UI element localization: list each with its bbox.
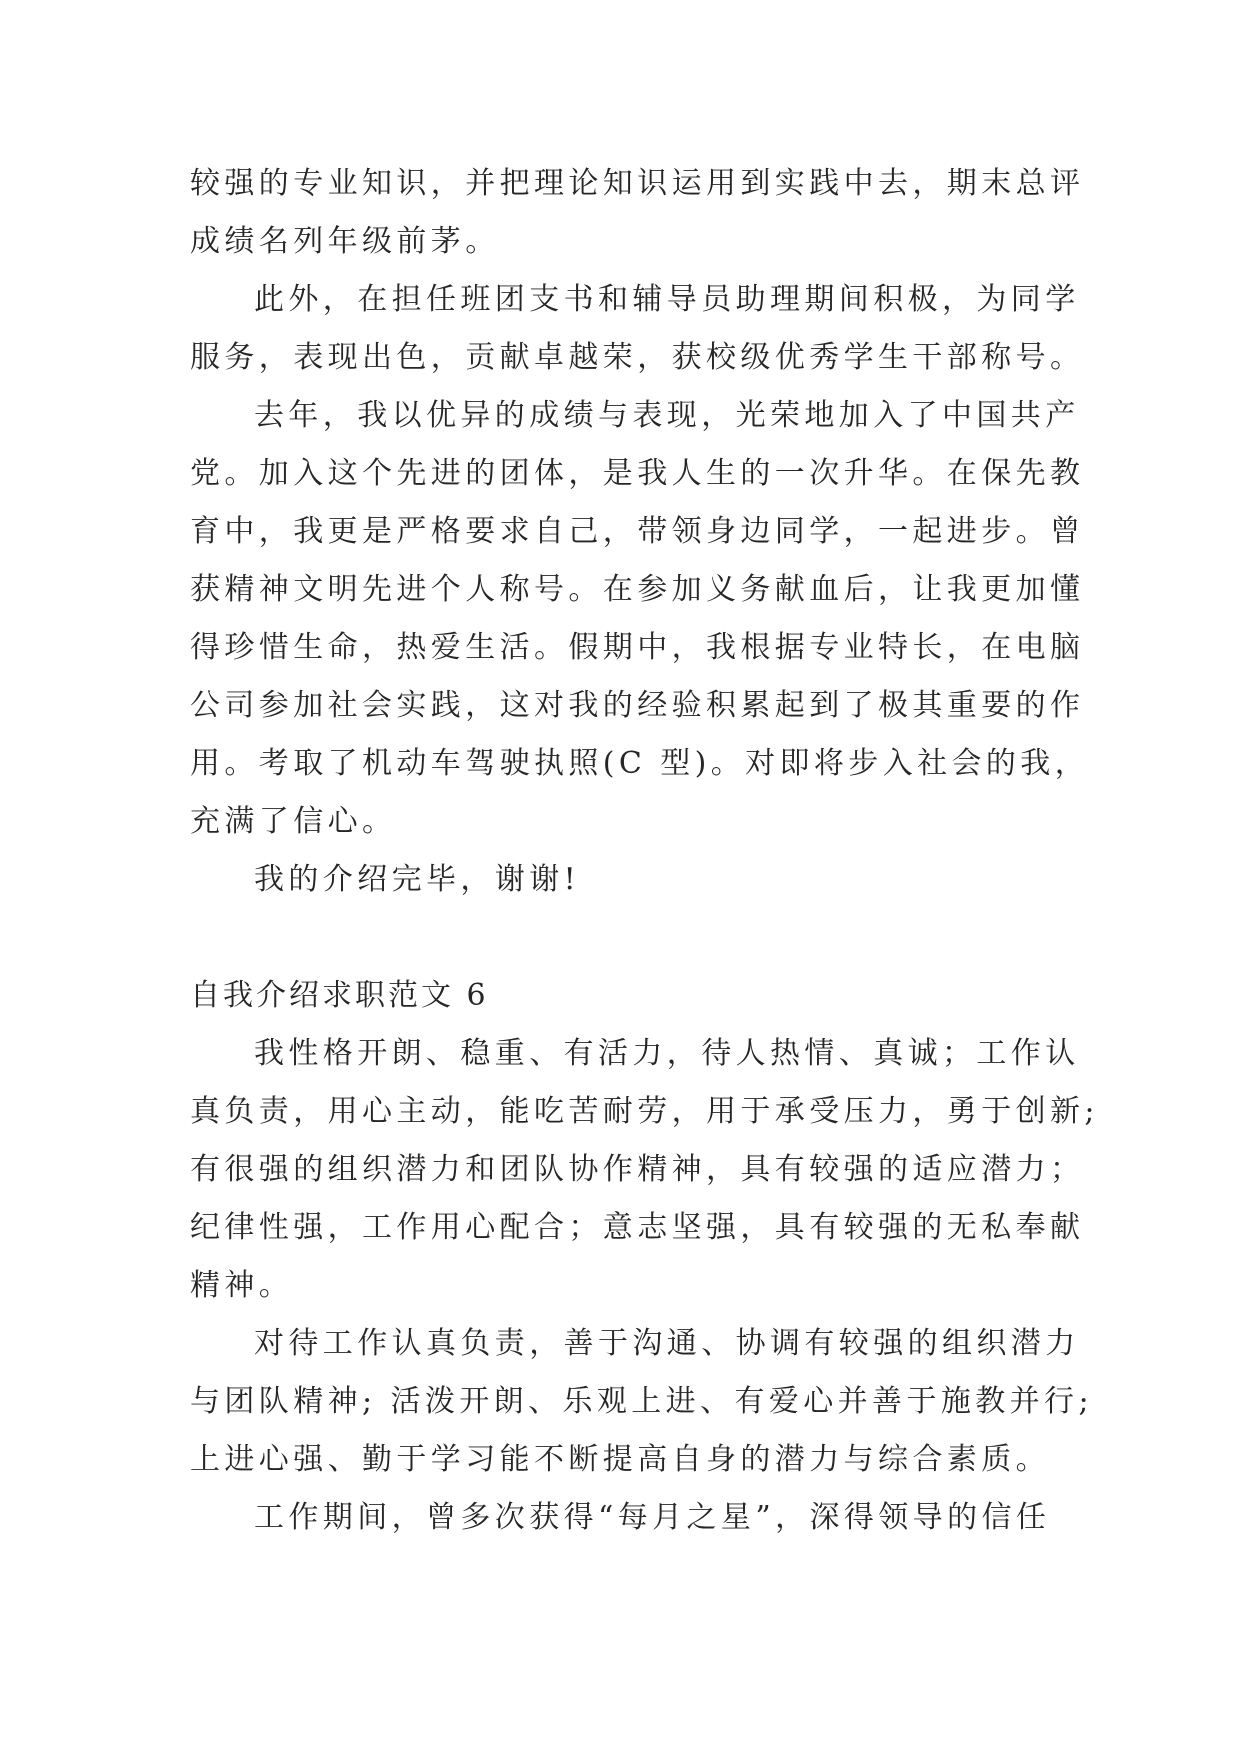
body-text-line: 充满了信心。	[190, 804, 397, 839]
body-text-line: 真负责，用心主动，能吃苦耐劳，用于承受压力，勇于创新;	[190, 1094, 1099, 1129]
body-text-line: 用。考取了机动车驾驶执照(C 型)。对即将步入社会的我，	[190, 746, 1090, 781]
body-text-line: 较强的专业知识，并把理论知识运用到实践中去，期末总评	[190, 166, 1085, 201]
paragraph-first-line: 去年，我以优异的成绩与表现，光荣地加入了中国共产	[254, 398, 1080, 433]
body-text-line: 育中，我更是严格要求自己，带领身边同学，一起进步。曾	[190, 514, 1085, 549]
body-text-line: 与团队精神; 活泼开朗、乐观上进、有爱心并善于施教并行;	[190, 1384, 1093, 1419]
body-text-line: 党。加入这个先进的团体，是我人生的一次升华。在保先教	[190, 456, 1085, 491]
body-text-line: 得珍惜生命，热爱生活。假期中，我根据专业特长，在电脑	[190, 630, 1085, 665]
closing-line: 我的介绍完毕，谢谢!	[254, 862, 581, 897]
body-text-line: 有很强的组织潜力和团队协作精神，具有较强的适应潜力；	[190, 1152, 1085, 1187]
paragraph-first-line: 此外，在担任班团支书和辅导员助理期间积极，为同学	[254, 282, 1080, 317]
paragraph-first-line: 对待工作认真负责，善于沟通、协调有较强的组织潜力	[254, 1326, 1080, 1361]
body-text-line: 获精神文明先进个人称号。在参加义务献血后，让我更加懂	[190, 572, 1085, 607]
body-text-line: 精神。	[190, 1268, 294, 1303]
body-text-line: 服务，表现出色，贡献卓越荣，获校级优秀学生干部称号。	[190, 340, 1085, 375]
section-heading: 自我介绍求职范文 6	[190, 978, 489, 1013]
body-text-line: 公司参加社会实践，这对我的经验积累起到了极其重要的作	[190, 688, 1085, 723]
body-text-line: 纪律性强，工作用心配合；意志坚强，具有较强的无私奉献	[190, 1210, 1085, 1245]
paragraph-first-line: 工作期间，曾多次获得“每月之星”，深得领导的信任	[254, 1500, 1051, 1535]
body-text-line: 上进心强、勤于学习能不断提高自身的潜力与综合素质。	[190, 1442, 1050, 1477]
body-text-line: 成绩名列年级前茅。	[190, 224, 500, 259]
paragraph-first-line: 我性格开朗、稳重、有活力，待人热情、真诚；工作认	[254, 1036, 1080, 1071]
